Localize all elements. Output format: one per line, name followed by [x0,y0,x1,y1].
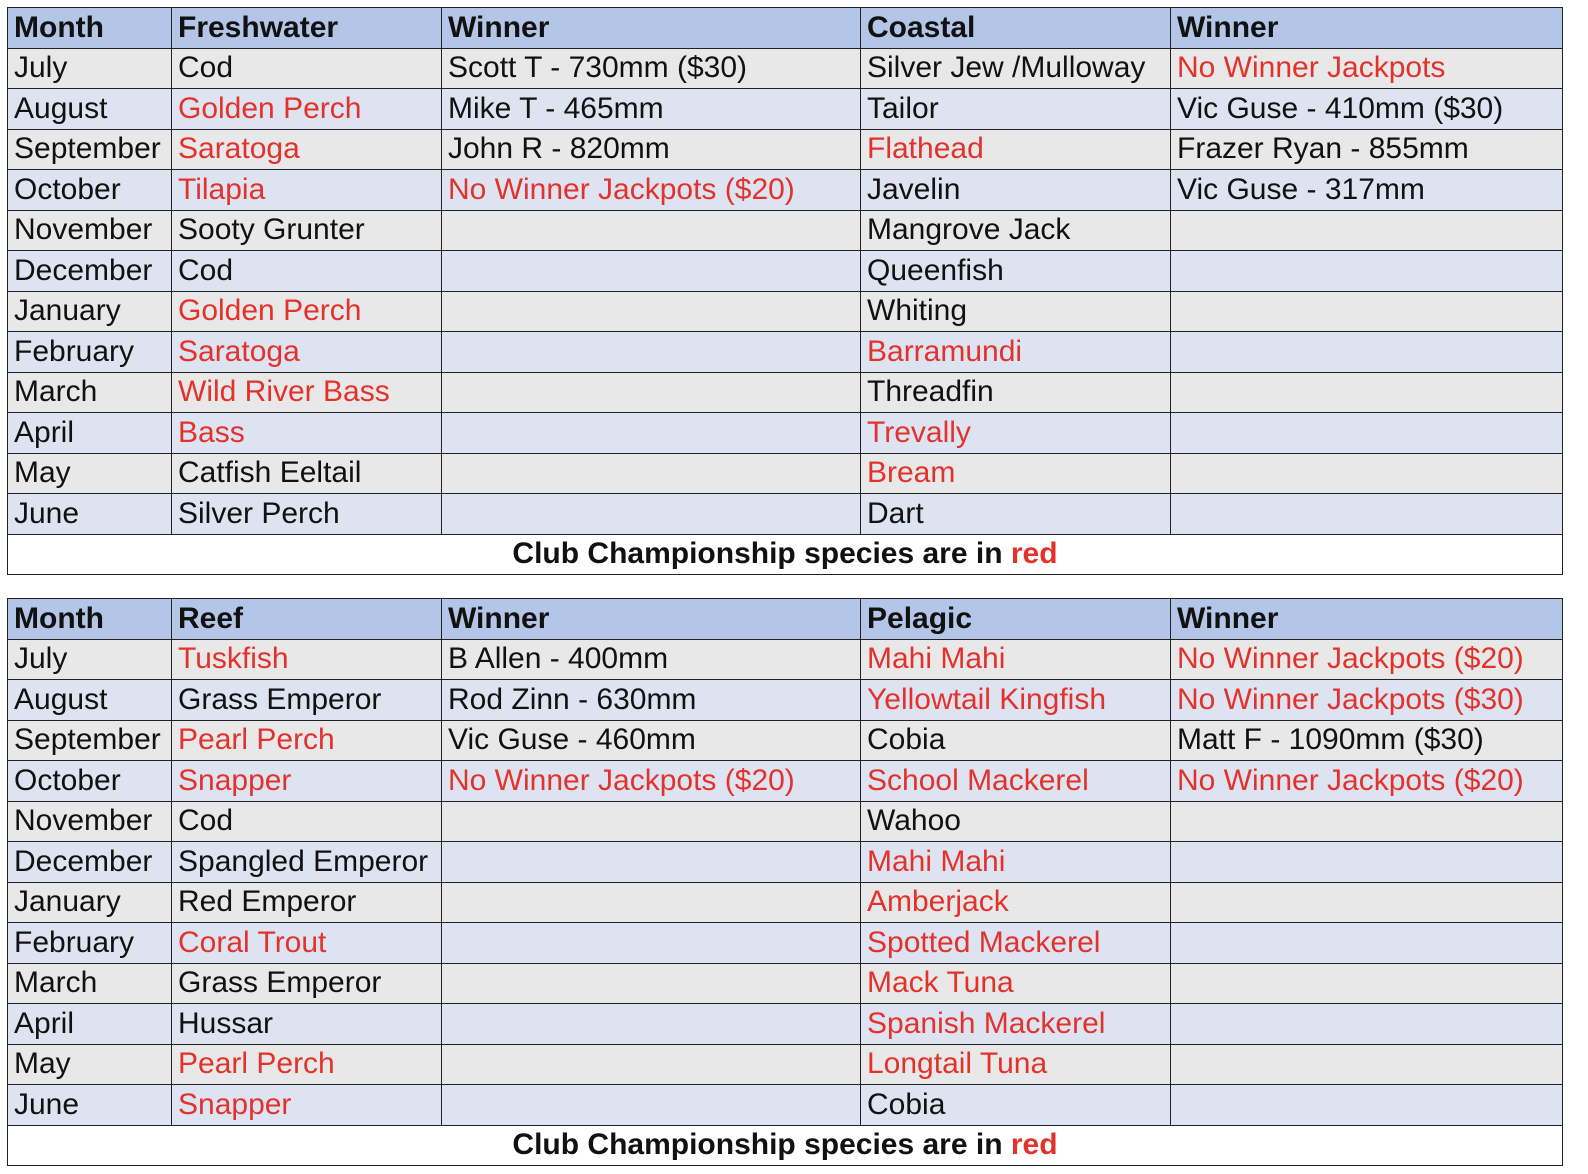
table-row [8,413,1563,454]
winner-cell [1171,1044,1563,1085]
month-cell: August [8,680,172,721]
winner-cell: No Winner Jackpots ($30) [1171,680,1563,721]
species-cell: Queenfish [861,251,1171,292]
species-cell: Grass Emperor [172,680,442,721]
footnote-text: Club Championship species are in [512,1128,1011,1162]
table-row [8,882,1563,923]
species-cell: Cod [172,48,442,89]
table-row [8,89,1563,130]
winner-cell [1171,842,1563,883]
month-cell: January [8,291,172,332]
month-cell: December [8,842,172,883]
winner-cell [1171,251,1563,292]
table-row [8,761,1563,802]
winner-cell [442,1085,861,1126]
winner-cell [442,453,861,494]
winner-cell [442,291,861,332]
table-row [8,1044,1563,1085]
winner-cell: Mike T - 465mm [442,89,861,130]
month-cell: November [8,801,172,842]
month-cell: September [8,129,172,170]
table-row [8,720,1563,761]
table-row [8,251,1563,292]
winner-cell [442,1004,861,1045]
header-coastal: Coastal [861,8,1171,49]
table-row [8,963,1563,1004]
table-row [8,372,1563,413]
winner-cell [442,923,861,964]
species-cell: Hussar [172,1004,442,1045]
species-cell: Catfish Eeltail [172,453,442,494]
winner-cell: Vic Guse - 410mm ($30) [1171,89,1563,130]
table-row [8,210,1563,251]
winner-cell [442,210,861,251]
table-row [8,923,1563,964]
species-cell: Wild River Bass [172,372,442,413]
footnote-text: Club Championship species are in [512,537,1011,571]
championship-footnote [8,1125,1563,1166]
table-row [8,453,1563,494]
species-cell: Golden Perch [172,291,442,332]
winner-cell [442,332,861,373]
header-reef: Reef [172,599,442,640]
table-row [8,1085,1563,1126]
species-cell: School Mackerel [861,761,1171,802]
header-freshwater: Freshwater [172,8,442,49]
footnote-row [8,534,1563,575]
table-row [8,48,1563,89]
header-pelagic: Pelagic [861,599,1171,640]
species-cell: Sooty Grunter [172,210,442,251]
species-cell: Mack Tuna [861,963,1171,1004]
species-cell: Amberjack [861,882,1171,923]
winner-cell [442,882,861,923]
table-row [8,680,1563,721]
winner-cell [1171,453,1563,494]
table-header-row [8,599,1563,640]
table-row [8,129,1563,170]
species-cell: Saratoga [172,129,442,170]
month-cell: October [8,761,172,802]
winner-cell [1171,372,1563,413]
table-row [8,291,1563,332]
month-cell: March [8,963,172,1004]
species-cell: Grass Emperor [172,963,442,1004]
winner-cell: B Allen - 400mm [442,639,861,680]
species-cell: Flathead [861,129,1171,170]
species-cell: Cod [172,801,442,842]
species-cell: Pearl Perch [172,1044,442,1085]
species-cell: Yellowtail Kingfish [861,680,1171,721]
winner-cell [1171,801,1563,842]
winner-cell [442,413,861,454]
species-cell: Spanish Mackerel [861,1004,1171,1045]
winner-cell: No Winner Jackpots ($20) [442,761,861,802]
header-winner: Winner [442,8,861,49]
winner-cell: No Winner Jackpots ($20) [442,170,861,211]
winner-cell [1171,413,1563,454]
table-header-row [8,8,1563,49]
table-body [8,639,1563,1125]
species-cell: Tuskfish [172,639,442,680]
species-cell: Cobia [861,1085,1171,1126]
month-cell: April [8,413,172,454]
winner-cell: No Winner Jackpots ($20) [1171,761,1563,802]
reef-pelagic-table [7,598,1563,1166]
winner-cell: John R - 820mm [442,129,861,170]
species-cell: Mahi Mahi [861,842,1171,883]
winner-cell: No Winner Jackpots [1171,48,1563,89]
winner-cell: Matt F - 1090mm ($30) [1171,720,1563,761]
winner-cell [442,842,861,883]
winner-cell [1171,963,1563,1004]
table-body [8,48,1563,534]
winner-cell [1171,291,1563,332]
species-cell: Barramundi [861,332,1171,373]
species-cell: Tilapia [172,170,442,211]
month-cell: February [8,923,172,964]
table-row [8,332,1563,373]
species-cell: Tailor [861,89,1171,130]
winner-cell [1171,1085,1563,1126]
winner-cell: Vic Guse - 317mm [1171,170,1563,211]
winner-cell [1171,332,1563,373]
species-cell: Whiting [861,291,1171,332]
month-cell: May [8,453,172,494]
winner-cell [1171,1004,1563,1045]
winner-cell [1171,882,1563,923]
species-cell: Threadfin [861,372,1171,413]
species-cell: Spangled Emperor [172,842,442,883]
species-cell: Silver Perch [172,494,442,535]
species-cell: Trevally [861,413,1171,454]
month-cell: May [8,1044,172,1085]
footnote-red-word: red [1010,1128,1058,1162]
winner-cell: No Winner Jackpots ($20) [1171,639,1563,680]
month-cell: February [8,332,172,373]
species-cell: Mangrove Jack [861,210,1171,251]
winner-cell [1171,494,1563,535]
species-cell: Red Emperor [172,882,442,923]
species-cell: Javelin [861,170,1171,211]
winner-cell [1171,210,1563,251]
table-row [8,801,1563,842]
table-row [8,1004,1563,1045]
winner-cell: Scott T - 730mm ($30) [442,48,861,89]
table-row [8,494,1563,535]
species-cell: Snapper [172,1085,442,1126]
species-cell: Spotted Mackerel [861,923,1171,964]
header-winner: Winner [1171,599,1563,640]
winner-cell [442,251,861,292]
month-cell: September [8,720,172,761]
month-cell: April [8,1004,172,1045]
freshwater-coastal-table [7,7,1563,575]
species-cell: Mahi Mahi [861,639,1171,680]
month-cell: March [8,372,172,413]
species-cell: Longtail Tuna [861,1044,1171,1085]
header-month: Month [8,8,172,49]
winner-cell: Rod Zinn - 630mm [442,680,861,721]
championship-footnote [8,534,1563,575]
month-cell: November [8,210,172,251]
winner-cell [442,494,861,535]
table-row [8,639,1563,680]
winner-cell [1171,923,1563,964]
month-cell: October [8,170,172,211]
footnote-red-word: red [1010,537,1058,571]
month-cell: June [8,494,172,535]
header-month: Month [8,599,172,640]
table-row [8,842,1563,883]
header-winner: Winner [442,599,861,640]
species-cell: Coral Trout [172,923,442,964]
header-winner: Winner [1171,8,1563,49]
footnote-row [8,1125,1563,1166]
species-cell: Golden Perch [172,89,442,130]
month-cell: August [8,89,172,130]
month-cell: June [8,1085,172,1126]
winner-cell [442,1044,861,1085]
winner-cell: Frazer Ryan - 855mm [1171,129,1563,170]
species-cell: Bream [861,453,1171,494]
species-cell: Silver Jew /Mulloway [861,48,1171,89]
month-cell: July [8,48,172,89]
month-cell: July [8,639,172,680]
species-cell: Wahoo [861,801,1171,842]
species-cell: Snapper [172,761,442,802]
species-cell: Cobia [861,720,1171,761]
species-cell: Bass [172,413,442,454]
winner-cell [442,801,861,842]
winner-cell [442,963,861,1004]
winner-cell [442,372,861,413]
species-cell: Cod [172,251,442,292]
species-cell: Dart [861,494,1171,535]
table-row [8,170,1563,211]
month-cell: January [8,882,172,923]
species-cell: Pearl Perch [172,720,442,761]
species-cell: Saratoga [172,332,442,373]
month-cell: December [8,251,172,292]
winner-cell: Vic Guse - 460mm [442,720,861,761]
